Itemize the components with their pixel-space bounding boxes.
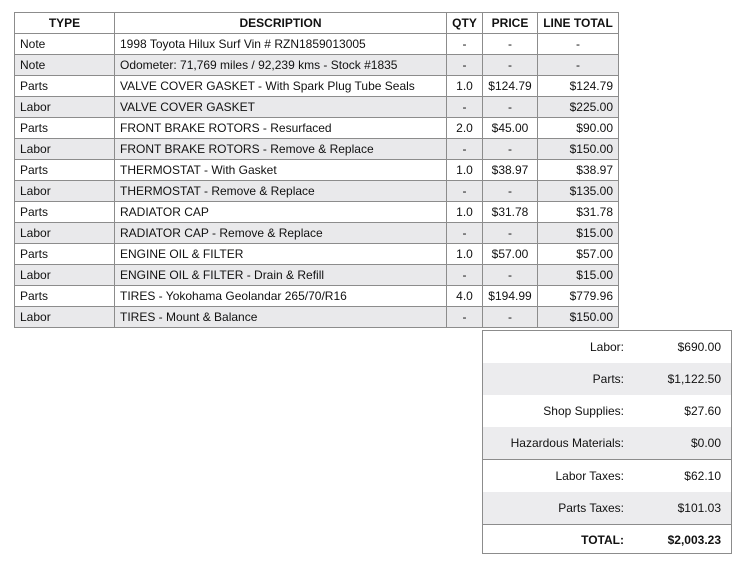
cell-qty: 1.0 xyxy=(447,244,483,265)
cell-line-total: $135.00 xyxy=(538,181,619,202)
shop-supplies-value: $27.60 xyxy=(684,404,721,418)
cell-qty: - xyxy=(447,307,483,328)
cell-description: THERMOSTAT - Remove & Replace xyxy=(115,181,447,202)
table-row xyxy=(15,34,619,55)
parts-total-label: Parts: xyxy=(592,372,624,386)
table-row xyxy=(15,139,619,160)
cell-line-total: $150.00 xyxy=(538,139,619,160)
cell-line-total: $90.00 xyxy=(538,118,619,139)
header-qty: QTY xyxy=(447,13,483,34)
cell-type: Labor xyxy=(15,307,115,328)
table-row xyxy=(15,244,619,265)
cell-description: VALVE COVER GASKET xyxy=(115,97,447,118)
cell-price: - xyxy=(483,307,538,328)
cell-description: TIRES - Yokohama Geolandar 265/70/R16 xyxy=(115,286,447,307)
cell-type: Parts xyxy=(15,118,115,139)
header-price: PRICE xyxy=(483,13,538,34)
cell-price: - xyxy=(483,181,538,202)
header-line-total: LINE TOTAL xyxy=(538,13,619,34)
cell-price: - xyxy=(483,265,538,286)
cell-price: $38.97 xyxy=(483,160,538,181)
cell-qty: - xyxy=(447,223,483,244)
table-row xyxy=(15,160,619,181)
cell-description: TIRES - Mount & Balance xyxy=(115,307,447,328)
table-row xyxy=(15,286,619,307)
cell-qty: - xyxy=(447,265,483,286)
table-row xyxy=(15,265,619,286)
cell-qty: - xyxy=(447,34,483,55)
grand-total-value: $2,003.23 xyxy=(667,533,721,547)
cell-line-total: $225.00 xyxy=(538,97,619,118)
table-row xyxy=(15,97,619,118)
labor-total-value: $690.00 xyxy=(677,340,721,354)
parts-taxes-value: $101.03 xyxy=(677,501,721,515)
header-type: TYPE xyxy=(15,13,115,34)
cell-type: Parts xyxy=(15,76,115,97)
table-row xyxy=(15,307,619,328)
cell-line-total: $150.00 xyxy=(538,307,619,328)
cell-description: RADIATOR CAP - Remove & Replace xyxy=(115,223,447,244)
cell-description: Odometer: 71,769 miles / 92,239 kms - Stock #1835 xyxy=(115,55,447,76)
cell-qty: 2.0 xyxy=(447,118,483,139)
cell-description: ENGINE OIL & FILTER xyxy=(115,244,447,265)
table-body xyxy=(15,34,619,328)
labor-total-label: Labor: xyxy=(589,340,624,354)
cell-description: VALVE COVER GASKET - With Spark Plug Tube Seals xyxy=(115,76,447,97)
cell-type: Note xyxy=(15,55,115,76)
cell-type: Labor xyxy=(15,223,115,244)
cell-qty: - xyxy=(447,55,483,76)
table-row xyxy=(15,181,619,202)
cell-type: Note xyxy=(15,34,115,55)
labor-taxes-label: Labor Taxes: xyxy=(555,469,624,483)
cell-price: - xyxy=(483,55,538,76)
cell-type: Labor xyxy=(15,181,115,202)
totals-row-parts xyxy=(483,363,731,395)
cell-type: Parts xyxy=(15,202,115,223)
cell-description: 1998 Toyota Hilux Surf Vin # RZN1859013005 xyxy=(115,34,447,55)
shop-supplies-label: Shop Supplies: xyxy=(543,404,624,418)
labor-taxes-value: $62.10 xyxy=(684,469,721,483)
totals-panel xyxy=(482,330,732,554)
cell-qty: - xyxy=(447,139,483,160)
cell-line-total: $15.00 xyxy=(538,223,619,244)
totals-row-parts-taxes xyxy=(483,492,731,524)
cell-line-total: $15.00 xyxy=(538,265,619,286)
table-row xyxy=(15,202,619,223)
table-row xyxy=(15,55,619,76)
cell-qty: - xyxy=(447,181,483,202)
totals-row-grand-total xyxy=(483,525,731,553)
grand-total-label: TOTAL: xyxy=(581,533,624,547)
table-row xyxy=(15,223,619,244)
cell-price: $45.00 xyxy=(483,118,538,139)
cell-line-total: $31.78 xyxy=(538,202,619,223)
table-row xyxy=(15,118,619,139)
cell-line-total: $38.97 xyxy=(538,160,619,181)
cell-price: $194.99 xyxy=(483,286,538,307)
cell-line-total: - xyxy=(538,55,619,76)
cell-qty: 1.0 xyxy=(447,76,483,97)
line-items-table xyxy=(14,12,619,328)
cell-line-total: $779.96 xyxy=(538,286,619,307)
cell-description: ENGINE OIL & FILTER - Drain & Refill xyxy=(115,265,447,286)
cell-line-total: $124.79 xyxy=(538,76,619,97)
cell-type: Parts xyxy=(15,160,115,181)
cell-type: Parts xyxy=(15,286,115,307)
parts-total-value: $1,122.50 xyxy=(667,372,721,386)
hazardous-materials-value: $0.00 xyxy=(690,436,721,450)
header-description: DESCRIPTION xyxy=(115,13,447,34)
table-row xyxy=(15,76,619,97)
cell-type: Labor xyxy=(15,265,115,286)
cell-price: - xyxy=(483,97,538,118)
cell-price: - xyxy=(483,223,538,244)
cell-description: FRONT BRAKE ROTORS - Resurfaced xyxy=(115,118,447,139)
cell-price: $57.00 xyxy=(483,244,538,265)
cell-type: Labor xyxy=(15,139,115,160)
parts-taxes-label: Parts Taxes: xyxy=(558,501,624,515)
cell-price: $31.78 xyxy=(483,202,538,223)
totals-row-labor-taxes xyxy=(483,460,731,492)
cell-type: Parts xyxy=(15,244,115,265)
cell-type: Labor xyxy=(15,97,115,118)
cell-description: THERMOSTAT - With Gasket xyxy=(115,160,447,181)
cell-line-total: - xyxy=(538,34,619,55)
cell-price: - xyxy=(483,34,538,55)
cell-price: - xyxy=(483,139,538,160)
totals-row-labor xyxy=(483,331,731,363)
hazardous-materials-label: Hazardous Materials: xyxy=(510,436,624,450)
cell-description: RADIATOR CAP xyxy=(115,202,447,223)
totals-row-hazardous-materials xyxy=(483,427,731,459)
cell-price: $124.79 xyxy=(483,76,538,97)
cell-description: FRONT BRAKE ROTORS - Remove & Replace xyxy=(115,139,447,160)
cell-qty: - xyxy=(447,97,483,118)
totals-row-shop-supplies xyxy=(483,395,731,427)
cell-qty: 1.0 xyxy=(447,202,483,223)
cell-line-total: $57.00 xyxy=(538,244,619,265)
cell-qty: 4.0 xyxy=(447,286,483,307)
cell-qty: 1.0 xyxy=(447,160,483,181)
table-header-row xyxy=(15,13,619,34)
